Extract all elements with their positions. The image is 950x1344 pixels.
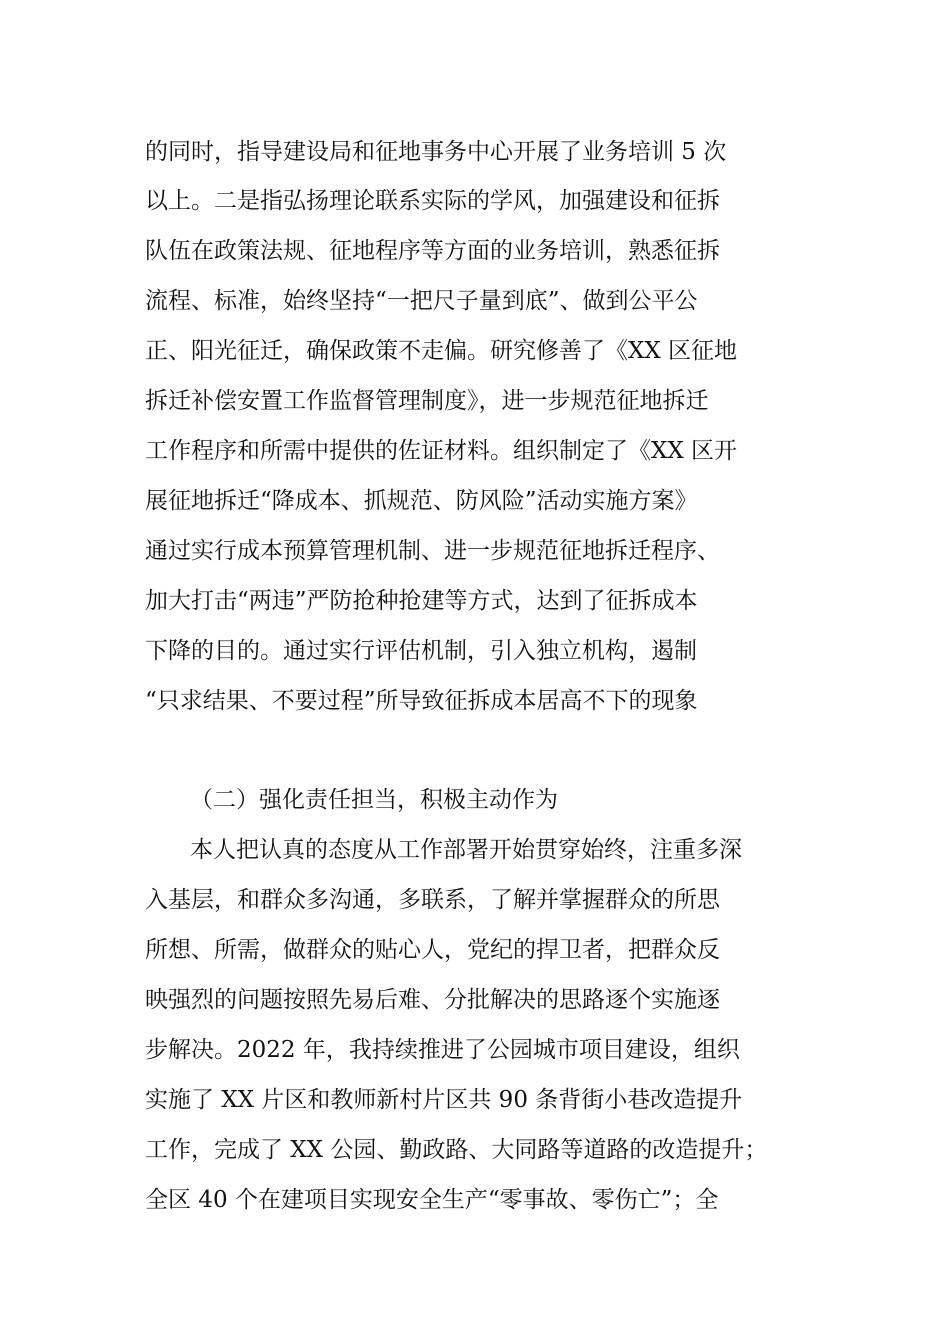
paragraph-1-line-12: “只求结果、不要过程”所导致征拆成本居高不下的现象 xyxy=(145,688,698,714)
paragraph-1-line-5: 正、阳光征迁，确保政策不走偏。研究修善了《XX 区征地 xyxy=(145,338,738,364)
paragraph-2-line-6: 实施了 XX 片区和教师新村片区共 90 条背街小巷改造提升 xyxy=(145,1087,743,1113)
paragraph-1-line-6: 拆迁补偿安置工作监督管理制度》，进一步规范征地拆迁 xyxy=(145,388,709,414)
paragraph-1-line-7: 工作程序和所需中提供的佐证材料。组织制定了《XX 区开 xyxy=(145,438,738,464)
paragraph-1-line-4: 流程、标准，始终坚持“一把尺子量到底”、做到公平公 xyxy=(145,288,698,314)
section-heading: （二）强化责任担当，积极主动作为 xyxy=(190,787,558,813)
paragraph-1-line-11: 下降的目的。通过实行评估机制，引入独立机构，遏制 xyxy=(145,638,697,664)
paragraph-2-line-8: 全区 40 个在建项目实现安全生产“零事故、零伤亡”；全 xyxy=(145,1187,719,1213)
paragraph-1-line-1: 的同时，指导建设局和征地事务中心开展了业务培训 5 次 xyxy=(145,139,727,165)
paragraph-1-line-3: 队伍在政策法规、征地程序等方面的业务培训，熟悉征拆 xyxy=(145,238,720,264)
paragraph-1-line-10: 加大打击“两违”严防抢种抢建等方式，达到了征拆成本 xyxy=(145,588,698,614)
paragraph-2-line-4: 映强烈的问题按照先易后难、分批解决的思路逐个实施逐 xyxy=(145,987,720,1013)
paragraph-2-line-2: 入基层，和群众多沟通，多联系，了解并掌握群众的所思 xyxy=(145,887,720,913)
paragraph-1-line-9: 通过实行成本预算管理机制、进一步规范征地拆迁程序、 xyxy=(145,538,720,564)
paragraph-2-line-5: 步解决。2022 年，我持续推进了公园城市项目建设，组织 xyxy=(145,1037,740,1063)
paragraph-2-line-1: 本人把认真的态度从工作部署开始贯穿始终，注重多深 xyxy=(190,837,742,863)
paragraph-2-line-3: 所想、所需，做群众的贴心人，党纪的捍卫者，把群众反 xyxy=(145,937,720,963)
paragraph-1-line-8: 展征地拆迁“降成本、抓规范、防风险”活动实施方案》 xyxy=(145,488,698,514)
paragraph-2-line-7: 工作，完成了 XX 公园、勤政路、大同路等道路的改造提升； xyxy=(145,1137,768,1163)
paragraph-1-line-2: 以上。二是指弘扬理论联系实际的学风，加强建设和征拆 xyxy=(145,188,720,214)
